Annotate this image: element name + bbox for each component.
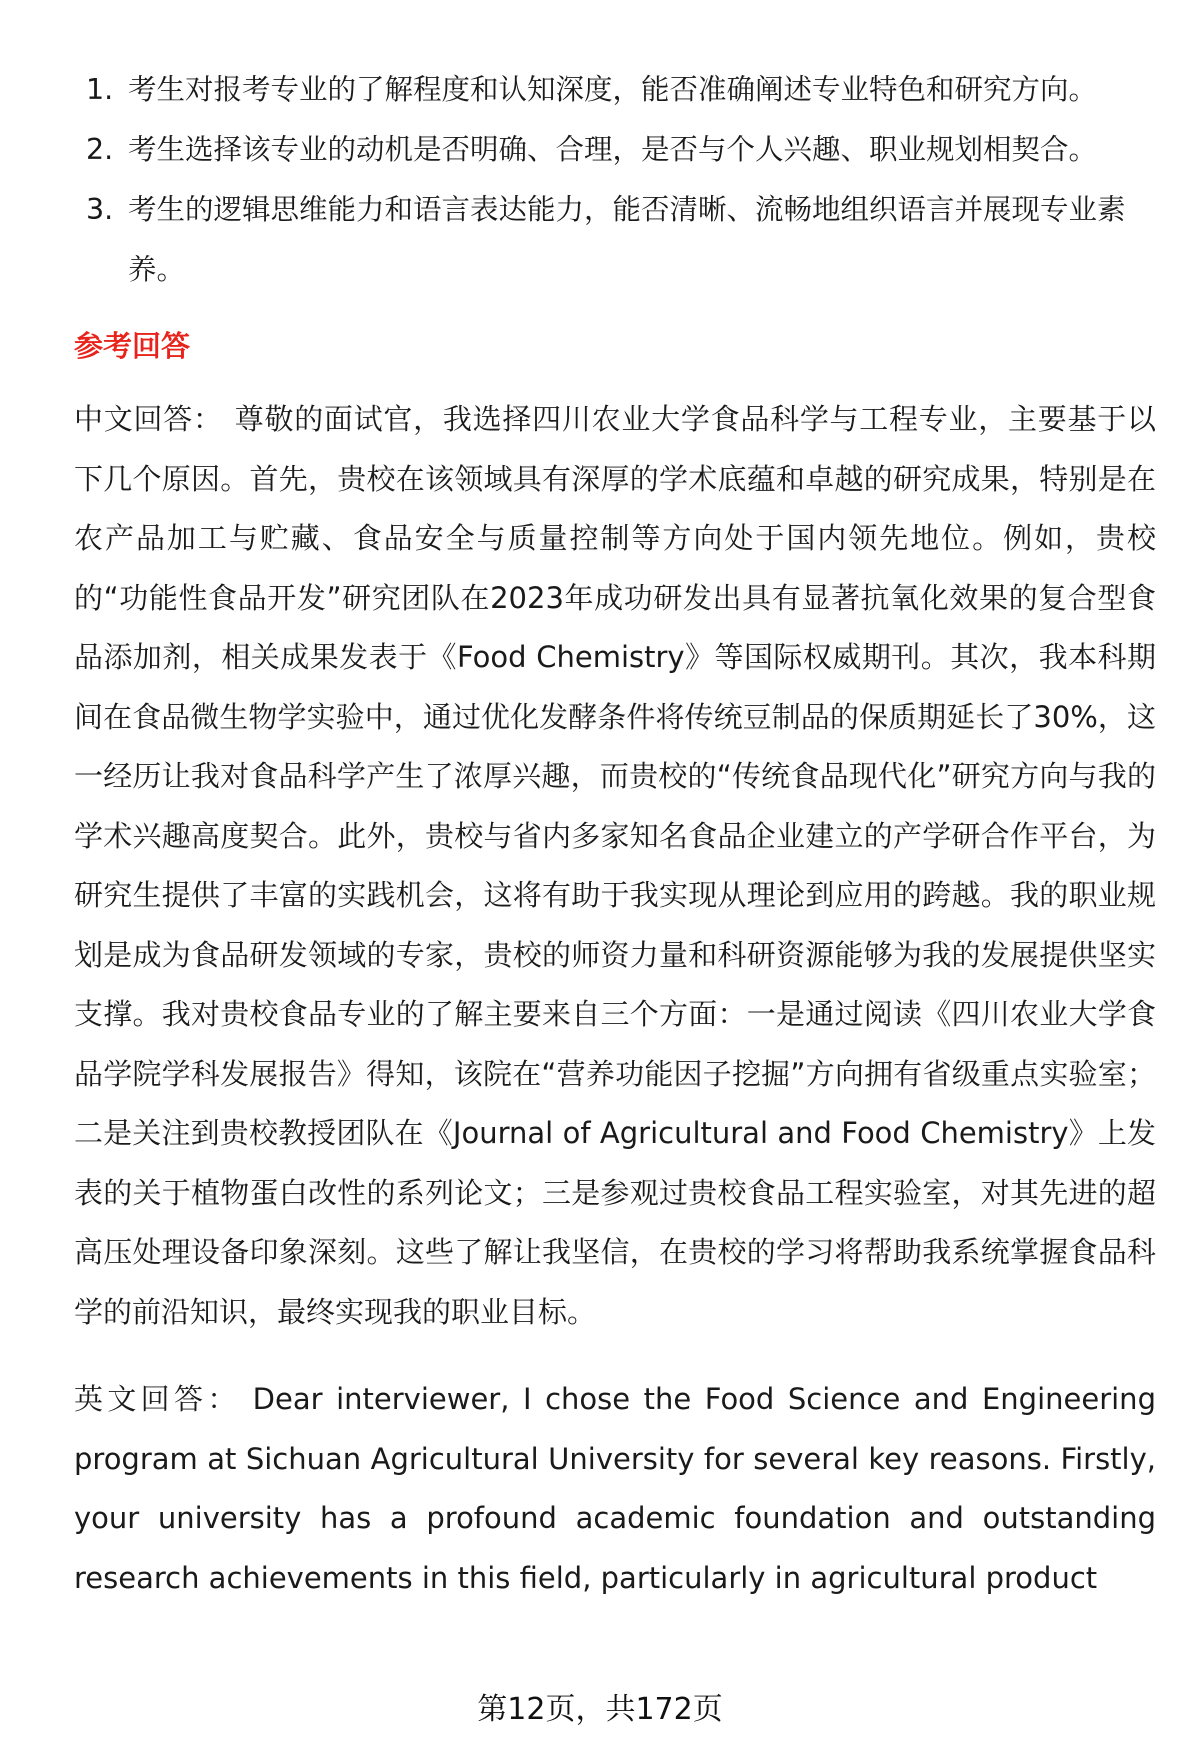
criteria-number: 2.: [86, 133, 114, 166]
page-number: 第12页，共172页: [477, 1692, 723, 1727]
criteria-text: 考生选择该专业的动机是否明确、合理，是否与个人兴趣、职业规划相契合。: [128, 133, 1098, 166]
english-answer-paragraph: [74, 1370, 1156, 1610]
chinese-answer-label: 中文回答：: [74, 402, 223, 436]
criteria-number: 3.: [86, 193, 114, 226]
criteria-number: 1.: [86, 73, 114, 106]
reference-answer-heading: 参考回答: [74, 329, 191, 363]
english-answer-text: Dear interviewer, I chose the Food Science and Engineering program at Sichuan Agricultural University for several key reasons. Firstly, your university has a profound academic foundation and outstanding research achievements in this field, particularly in agricultural product: [74, 1382, 1156, 1595]
chinese-answer-paragraph: [74, 390, 1156, 1342]
chinese-answer-text: 尊敬的面试官，我选择四川农业大学食品科学与工程专业，主要基于以下几个原因。首先，贵校在该领域具有深厚的学术底蕴和卓越的研究成果，特别是在农产品加工与贮藏、食品安全与质量控制等方向处于国内领先地位。例如，贵校的“功能性食品开发”研究团队在2023年成功研发出具有显著抗氧化效果的复合型食品添加剂，相关成果发表于《Food Chemistry》等国际权威期刊。其次，我本科期间在食品微生物学实验中，通过优化发酵条件将传统豆制品的保质期延长了30%，这一经历让我对食品科学产生了浓厚兴趣，而贵校的“传统食品现代化”研究方向与我的学术兴趣高度契合。此外，贵校与省内多家知名食品企业建立的产学研合作平台，为研究生提供了丰富的实践机会，这将有助于我实现从理论到应用的跨越。我的职业规划是成为食品研发领域的专家，贵校的师资力量和科研资源能够为我的发展提供坚实支撑。我对贵校食品专业的了解主要来自三个方面：一是通过阅读《四川农业大学食品学院学科发展报告》得知，该院在“营养功能因子挖掘”方向拥有省级重点实验室；二是关注到贵校教授团队在《Journal of Agricultural and Food Chemistry》上发表的关于植物蛋白改性的系列论文；三是参观过贵校食品工程实验室，对其先进的超高压处理设备印象深刻。这些了解让我坚信，在贵校的学习将帮助我系统掌握食品科学的前沿知识，最终实现我的职业目标。: [74, 402, 1156, 1329]
evaluation-criteria-list: [74, 60, 1156, 300]
criteria-item: [74, 60, 1156, 120]
criteria-item: [74, 120, 1156, 180]
criteria-item: [74, 180, 1156, 300]
criteria-text: 考生对报考专业的了解程度和认知深度，能否准确阐述专业特色和研究方向。: [128, 73, 1098, 106]
criteria-text: 考生的逻辑思维能力和语言表达能力，能否清晰、流畅地组织语言并展现专业素养。: [128, 193, 1126, 286]
english-answer-label: 英文回答：: [74, 1382, 241, 1416]
